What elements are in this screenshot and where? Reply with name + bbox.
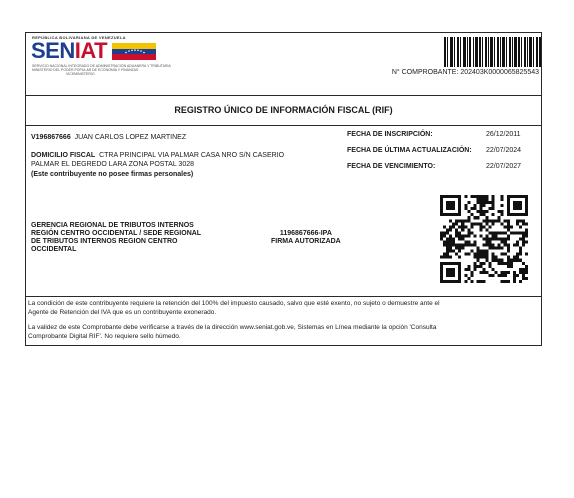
signature-note: (Este contribuyente no posee firmas personales): [31, 171, 194, 178]
taxpayer-name: JUAN CARLOS LOPEZ MARTINEZ: [74, 134, 187, 141]
signature-code: 1196867666-IPA: [279, 230, 332, 237]
document-header: [26, 33, 541, 96]
tax-office-line-4: OCCIDENTAL: [31, 246, 77, 253]
venezuela-flag-icon: [112, 43, 156, 60]
signature-label: FIRMA AUTORIZADA: [271, 238, 341, 245]
expiry-date: 22/07/2027: [486, 163, 522, 170]
withholding-note-line-2: Agente de Retención del IVA que es un contribuyente exonerado.: [28, 309, 217, 316]
rif-document: [25, 32, 542, 346]
expiry-label: FECHA DE VENCIMIENTO:: [347, 163, 436, 170]
tax-office-line-3: DE TRIBUTOS INTERNOS REGION CENTRO: [31, 238, 178, 245]
address-line-1: CTRA PRINCIPAL VIA PALMAR CASA NRO S/N CASERIO: [99, 152, 285, 159]
update-date: 22/07/2024: [486, 147, 522, 154]
logo-subtitle-2: MINISTERIO DEL PODER POPULAR DE ECONOMÍA Y FINANZAS: [32, 68, 139, 72]
rif-number: V196867666: [31, 134, 71, 141]
inscription-label: FECHA DE INSCRIPCIÓN:: [347, 131, 433, 138]
withholding-note: [28, 299, 538, 317]
logo-brand-b: IAT: [74, 38, 108, 63]
logo-country-text: REPÚBLICA BOLIVARIANA DE VENEZUELA: [32, 35, 126, 40]
seniat-logo: [31, 40, 107, 62]
document-title: REGISTRO ÚNICO DE INFORMACIÓN FISCAL (RIF): [26, 95, 541, 126]
comprobante-number: N° COMPROBANTE: 202403K0000065825543: [391, 69, 539, 76]
footer-notes: [28, 299, 538, 347]
inscription-date: 26/12/2011: [486, 131, 521, 138]
validity-note: [28, 323, 538, 341]
authorized-signature: [271, 230, 341, 246]
logo-subtitle-3: VICEMINISTERIO: [66, 72, 95, 76]
qr-code-icon: [440, 195, 528, 283]
tax-office-line-2: REGIÓN CENTRO OCCIDENTAL / SEDE REGIONAL: [31, 230, 202, 237]
validity-note-line-2: Comprobante Digital RIF'. No requiere sello húmedo.: [28, 333, 181, 340]
tax-office-line-1: GERENCIA REGIONAL DE TRIBUTOS INTERNOS: [31, 222, 194, 229]
document-body: [26, 126, 541, 297]
address-line-2: PALMAR EL DEGREDO LARA ZONA POSTAL 3028: [31, 161, 195, 168]
logo-brand-a: SEN: [31, 38, 75, 63]
tax-office: [31, 222, 201, 254]
address-label: DOMICILIO FISCAL: [31, 152, 96, 159]
validity-note-line-1: La validez de este Comprobante debe verificarse a través de la dirección www.seniat.gob.ve, Sistemas en Línea mediante la opción 'Consulta: [28, 324, 437, 331]
barcode-icon: [444, 37, 541, 67]
update-label: FECHA DE ÚLTIMA ACTUALIZACIÓN:: [347, 147, 472, 154]
withholding-note-line-1: La condición de este contribuyente requiere la retención del 100% del impuesto causado, salvo que esté exento, no sujeto o demuestre ante el: [28, 300, 440, 307]
logo-subtitle-1: SERVICIO NACIONAL INTEGRADO DE ADMINISTRACIÓN ADUANERA Y TRIBUTARIA: [32, 64, 171, 68]
